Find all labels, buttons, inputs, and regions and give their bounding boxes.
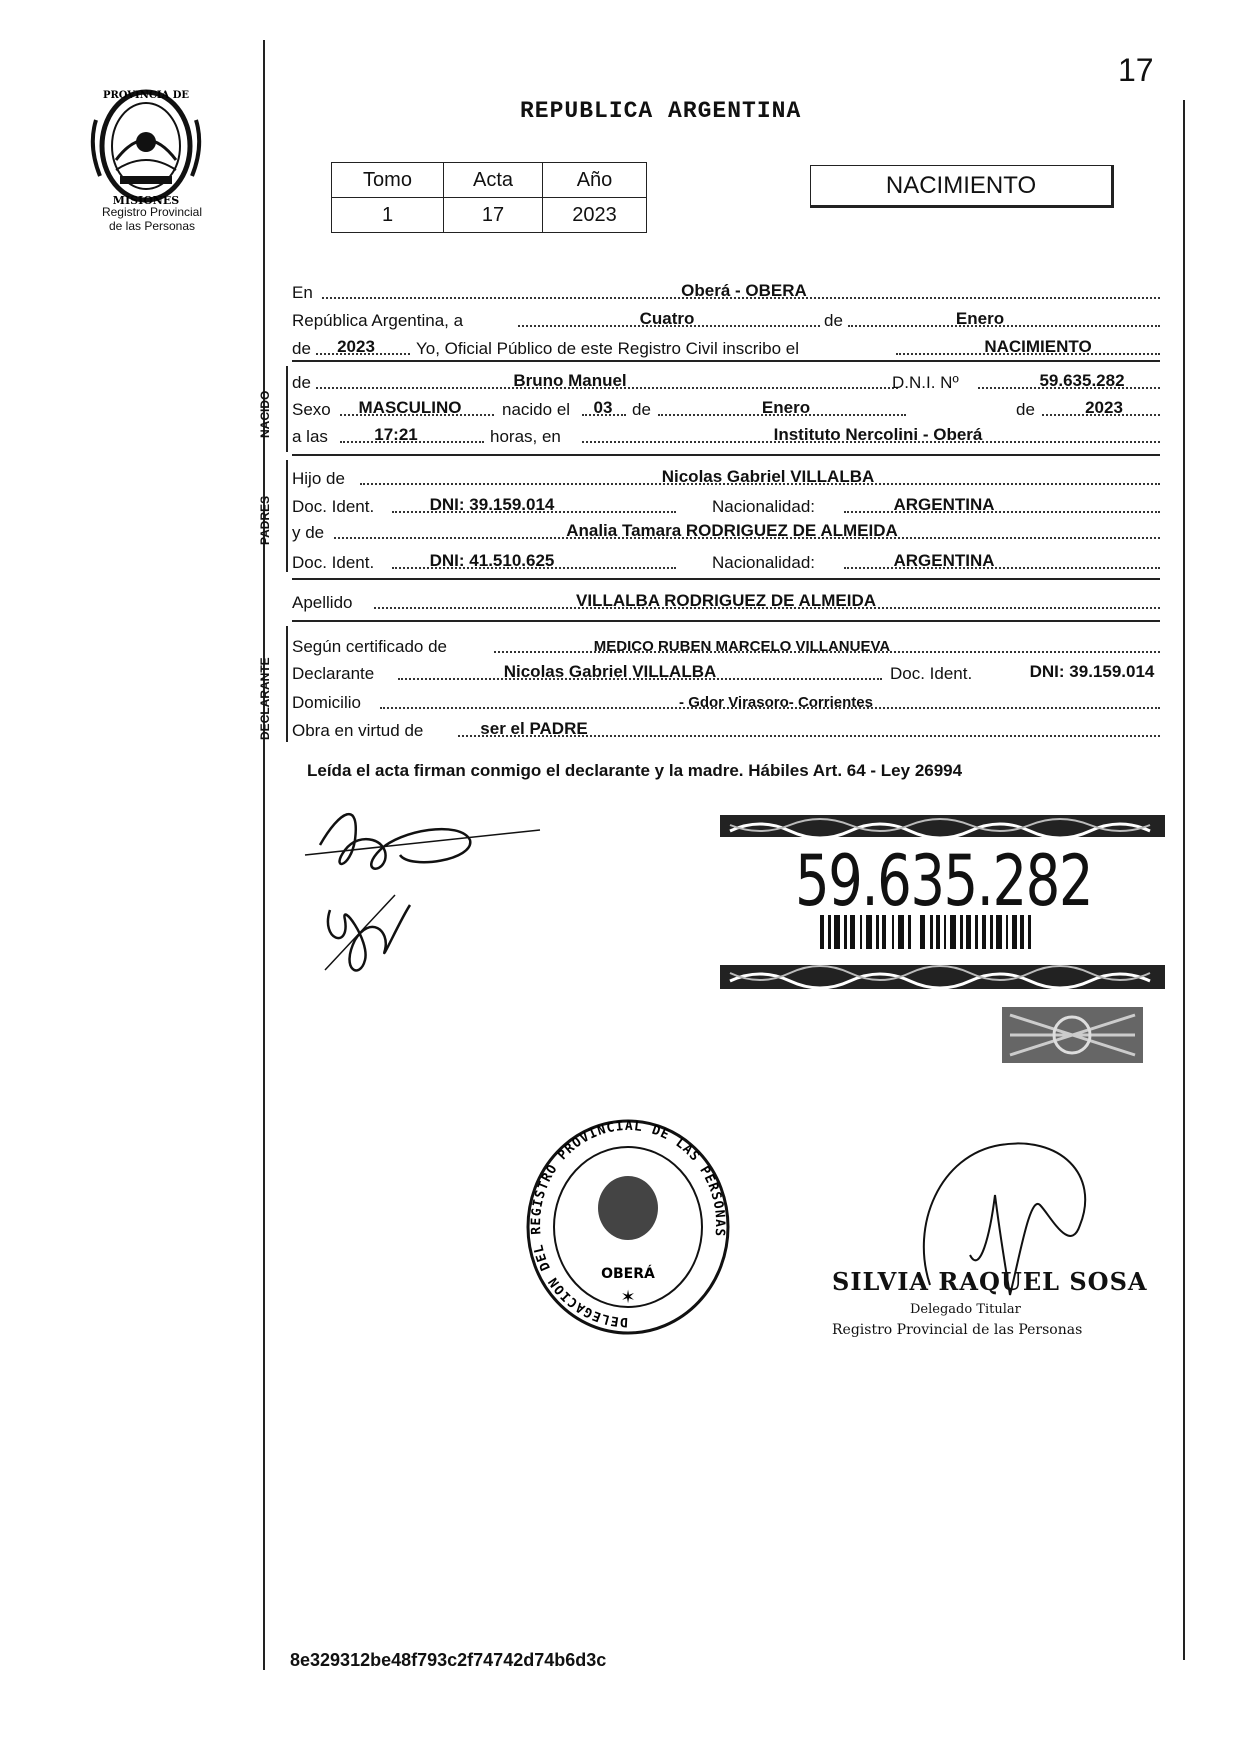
declarante-side-bar — [286, 626, 288, 742]
label-sexo: Sexo — [292, 400, 331, 419]
section-nacido: NACIDO — [258, 390, 272, 438]
value-tomo: 1 — [332, 198, 444, 233]
value-birth-day: 03 — [593, 398, 613, 417]
label-de-month: de — [824, 311, 843, 330]
logo-caption — [82, 205, 222, 233]
row-mother-doc — [292, 546, 1160, 574]
value-mother-name: Analia Tamara RODRIGUEZ DE ALMEIDA — [566, 521, 898, 540]
row-surname — [292, 586, 1160, 614]
row-sex — [292, 393, 1160, 421]
label-father-nationality: Nacionalidad: — [712, 497, 816, 516]
value-locality: Oberá - OBERA — [681, 281, 807, 300]
provincial-coat-of-arms-icon — [86, 80, 206, 208]
label-mother-nationality: Nacionalidad: — [712, 553, 816, 572]
row-father — [292, 462, 1160, 490]
section-padres: PADRES — [258, 495, 272, 545]
official-title: Delegado Titular — [910, 1302, 1021, 1317]
row-locality — [292, 276, 1160, 304]
label-a-las: a las — [292, 427, 328, 446]
divider-2 — [292, 454, 1160, 456]
svg-text:✶: ✶ — [620, 1287, 636, 1308]
label-father-doc: Doc. Ident. — [292, 497, 375, 516]
label-segun: Según certificado de — [292, 637, 447, 656]
official-org: Registro Provincial de las Personas — [832, 1322, 1083, 1338]
value-mother-nationality: ARGENTINA — [893, 551, 995, 570]
label-mother-doc: Doc. Ident. — [292, 553, 375, 572]
value-declarant-doc: DNI: 39.159.014 — [1029, 662, 1155, 681]
label-de-birth-year: de — [1016, 400, 1035, 419]
document-type-box: NACIMIENTO — [810, 165, 1114, 208]
value-surname: VILLALBA RODRIGUEZ DE ALMEIDA — [575, 591, 877, 610]
value-capacity: ser el PADRE — [480, 719, 588, 738]
label-declarant-doc: Doc. Ident. — [890, 664, 973, 683]
security-hologram-icon — [1000, 1005, 1145, 1065]
row-declarant — [292, 657, 1160, 685]
divider-4 — [292, 620, 1160, 622]
row-time-place — [292, 420, 1160, 448]
row-capacity — [292, 714, 1160, 742]
value-acta: 17 — [444, 198, 543, 233]
divider-3 — [292, 578, 1160, 580]
document-code: 8e329312be48f793c2f74742d74b6d3c — [290, 1650, 607, 1670]
row-father-doc — [292, 490, 1160, 518]
value-birth-place: Instituto Nercolini - Oberá — [773, 425, 983, 444]
label-republic: República Argentina, a — [292, 311, 464, 330]
seal-city: OBERÁ — [601, 1266, 655, 1282]
row-certificate — [292, 630, 1160, 658]
value-ano: 2023 — [543, 198, 647, 233]
logo-caption-line-1: Registro Provincial — [101, 205, 203, 219]
label-dni: D.N.I. Nº — [892, 373, 959, 392]
value-sex: MASCULINO — [358, 398, 462, 417]
value-first-names: Bruno Manuel — [513, 371, 627, 390]
row-address — [292, 686, 1160, 714]
row-name — [292, 366, 1160, 394]
row-date — [292, 304, 1160, 332]
header-acta: Acta — [444, 163, 543, 198]
official-seal-icon — [525, 1118, 731, 1336]
label-de-year: de — [292, 339, 311, 358]
value-father-nationality: ARGENTINA — [893, 495, 995, 514]
label-declarante: Declarante — [292, 664, 375, 683]
nacido-side-bar — [286, 366, 288, 452]
label-horas-en: horas, en — [490, 427, 561, 446]
value-dni: 59.635.282 — [1039, 371, 1125, 390]
official-name: SILVIA RAQUEL SOSA — [832, 1267, 1148, 1296]
right-margin-line — [1183, 100, 1185, 1660]
logo-caption-line-2: de las Personas — [108, 219, 196, 233]
reference-table — [331, 162, 647, 233]
value-birth-time: 17:21 — [374, 425, 418, 444]
row-mother — [292, 516, 1160, 544]
label-y-de: y de — [292, 523, 325, 542]
page-number: 17 — [1118, 52, 1154, 88]
padres-side-bar — [286, 460, 288, 572]
label-nacido-el: nacido el — [502, 400, 571, 419]
label-officer: Yo, Oficial Público de este Registro Civil inscribo el — [416, 339, 799, 358]
divider-1 — [292, 360, 1160, 362]
value-day-words: Cuatro — [639, 309, 695, 328]
value-month-words: Enero — [955, 309, 1005, 328]
page-heading: REPUBLICA ARGENTINA — [520, 98, 802, 124]
declarant-signatures-icon — [300, 800, 550, 1000]
left-margin-line — [263, 40, 265, 1670]
label-de-name: de — [292, 373, 311, 392]
label-de-birth-month: de — [632, 400, 651, 419]
label-hijo-de: Hijo de — [292, 469, 345, 488]
logo-top-text: PROVINCIA DE — [102, 90, 190, 101]
barcode-dni-number: 59.635.282 — [795, 840, 1093, 922]
value-birth-year: 2023 — [1085, 398, 1123, 417]
value-address: - Gdor Virasoro- Corrientes — [679, 694, 873, 711]
label-apellido: Apellido — [292, 593, 353, 612]
seal-text: DELEGACION DEL REGISTRO PROVINCIAL DE LAS PERSONAS — [528, 1118, 728, 1330]
value-father-doc: DNI: 39.159.014 — [429, 495, 555, 514]
label-en: En — [292, 283, 313, 302]
label-domicilio: Domicilio — [292, 693, 361, 712]
value-year: 2023 — [337, 337, 375, 356]
label-obra: Obra en virtud de — [292, 721, 424, 740]
header-tomo: Tomo — [332, 163, 444, 198]
value-mother-doc: DNI: 41.510.625 — [429, 551, 555, 570]
row-year — [292, 332, 1160, 360]
value-father-name: Nicolas Gabriel VILLALBA — [661, 467, 875, 486]
value-certificate-by: MEDICO RUBEN MARCELO VILLANUEVA — [593, 638, 891, 655]
value-declarant-name: Nicolas Gabriel VILLALBA — [503, 662, 717, 681]
header-ano: Año — [543, 163, 647, 198]
section-declarante: DECLARANTE — [258, 657, 272, 740]
closing-statement: Leída el acta firman conmigo el declarante y la madre. Hábiles Art. 64 - Ley 26994 — [307, 761, 963, 780]
logo-bottom-text: MISIONES — [112, 194, 180, 207]
value-birth-month: Enero — [761, 398, 811, 417]
value-act-type: NACIMIENTO — [984, 337, 1092, 356]
